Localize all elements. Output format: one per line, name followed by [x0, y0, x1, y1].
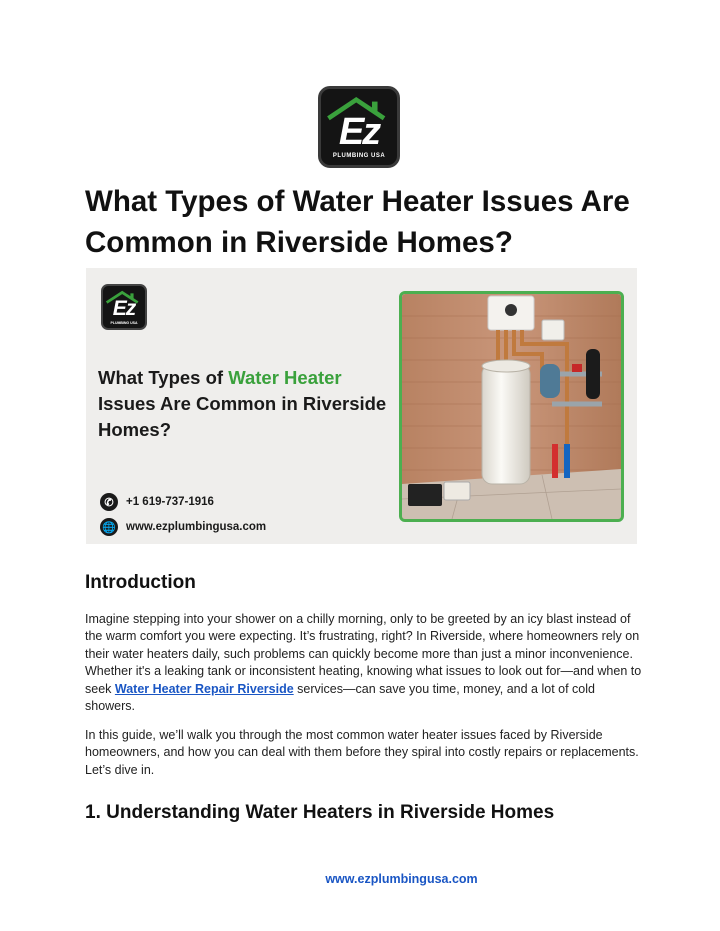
intro-text-before-link: Imagine stepping into your shower on a chilly morning, only to be greeted by an icy blast instead of the warm comfort you were expecting. It’s frustrating, right? In Riverside, where homeowners rely on their water heaters daily, such problems can quickly become more than just a minor inconvenience. Whether it's a leaking tank or inconsistent heating, knowing what issues to look out for—and when to seek: [85, 612, 642, 696]
banner-logo: [101, 284, 147, 330]
banner-phone: +1 619-737-1916: [126, 496, 214, 508]
introduction-paragraph-1: [85, 611, 645, 715]
water-heater-photo: [399, 291, 624, 522]
logo-subtitle: PLUMBING USA: [332, 153, 386, 159]
ez-plumbing-logo: [318, 86, 400, 168]
introduction-heading: Introduction: [85, 572, 196, 593]
banner-heading-highlight: Water Heater: [228, 367, 342, 388]
footer-website[interactable]: www.ezplumbingusa.com: [325, 872, 478, 886]
water-heater-repair-link[interactable]: Water Heater Repair Riverside: [114, 681, 294, 696]
banner-website-row: [100, 517, 266, 537]
banner-heading-part1: What Types of: [98, 367, 229, 388]
banner-website: www.ezplumbingusa.com: [126, 521, 267, 533]
water-heater-illustration: [402, 294, 621, 519]
globe-icon: 🌐: [100, 518, 118, 536]
banner-phone-row: [100, 492, 214, 512]
banner-heading: [98, 365, 398, 443]
logo-mark: Ez: [338, 111, 380, 153]
banner-heading-part2: Issues Are Common in Riverside Homes?: [98, 393, 387, 440]
banner-logo-subtitle: PLUMBING USA: [110, 321, 138, 325]
banner-logo-mark: Ez: [112, 297, 136, 320]
phone-icon: ✆: [100, 493, 118, 511]
introduction-paragraph-2: In this guide, we’ll walk you through the most common water heater issues faced by Riverside homeowners, and how you can deal with them before they spiral into costly repairs or replacements. Let’s dive in.: [85, 728, 639, 777]
intro-text-after-link: services—can save you time, money, and a lot of cold showers.: [85, 681, 595, 714]
hero-banner: [86, 268, 637, 544]
page-title: What Types of Water Heater Issues Are Common in Riverside Homes?: [85, 185, 630, 259]
section-1-heading: 1. Understanding Water Heaters in Riverside Homes: [85, 802, 555, 823]
